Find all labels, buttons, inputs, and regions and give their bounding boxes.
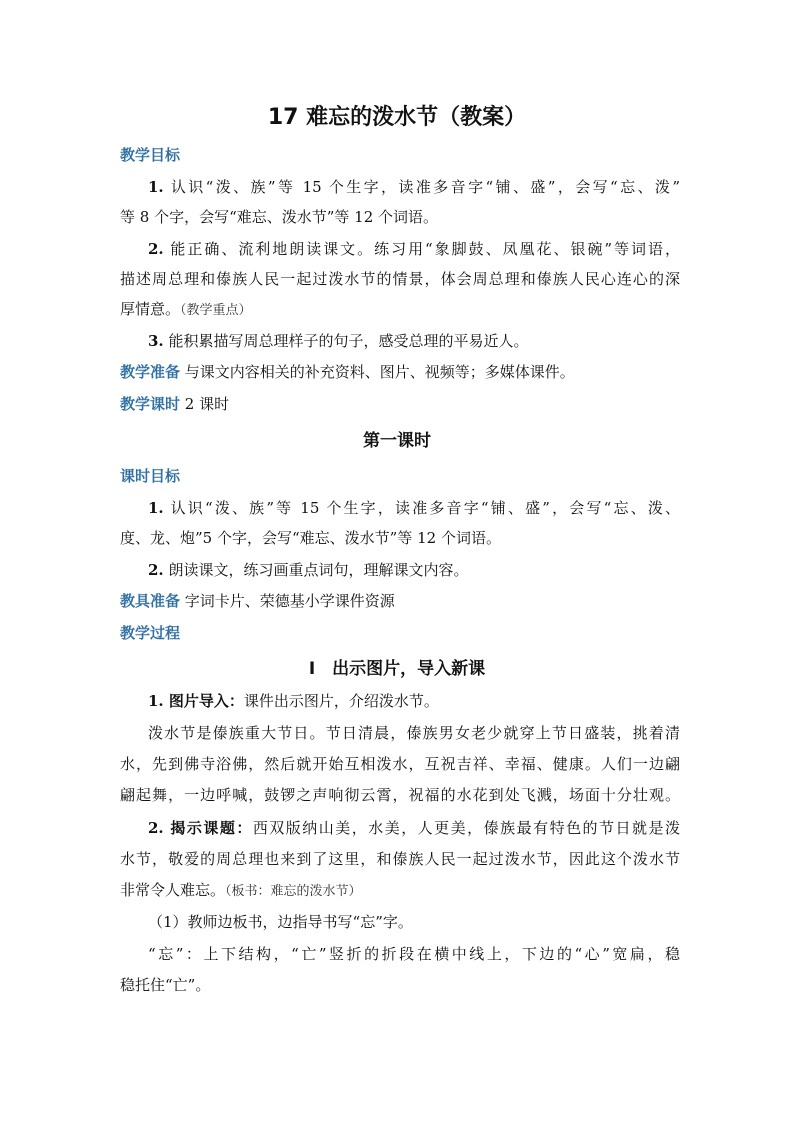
- objective-1-number: 1.: [148, 178, 164, 196]
- tools-text: 字词卡片、荣德基小学课件资源: [184, 592, 395, 610]
- preparation-text: 与课文内容相关的补充资料、图片、视频等；多媒体课件。: [184, 363, 575, 381]
- part-1-title: Ⅰ 出示图片，导入新课: [308, 659, 486, 679]
- step-2-note: （板书：难忘的泼水节）: [225, 884, 362, 899]
- lesson-objective-2-number: 2.: [148, 561, 164, 579]
- objective-2-number: 2.: [148, 240, 164, 258]
- character-note-line-2: 稳托住“亡”。: [120, 976, 211, 994]
- paragraph-1-line-2: 水，先到佛寺浴佛，然后就开始互相泼水，互祝吉祥、幸福、健康。人们一边翩: [120, 755, 680, 773]
- lesson-objective-1-line-1: [148, 497, 680, 519]
- periods-text: 2 课时: [184, 395, 230, 413]
- objective-3-text: 能积累描写周总理样子的句子，感受总理的平易近人。: [168, 332, 529, 350]
- preparation-heading: 教学准备: [120, 363, 181, 381]
- objective-2-line-3: [120, 298, 680, 322]
- paragraph-1-line-3: 翩起舞，一边呼喊，鼓锣之声响彻云霄，祝福的水花到处飞溅，场面十分壮观。: [120, 786, 680, 804]
- objectives-heading: 教学目标: [120, 146, 181, 164]
- objective-2-line-1: [148, 238, 680, 260]
- objective-2-note: （教学重点）: [180, 303, 252, 318]
- objective-3-number: 3.: [148, 332, 164, 350]
- lesson-objective-2-line-1: [148, 559, 680, 581]
- step-2-label: 2. 揭示课题：: [148, 819, 253, 837]
- objective-1-line-2: 等 8 个字，会写“难忘、泼水节”等 12 个词语。: [120, 208, 439, 226]
- process-heading: 教学过程: [120, 624, 181, 642]
- step-2-text: 西双版纳山美，水美，人更美，傣族最有特色的节日就是泼: [252, 819, 680, 837]
- lesson-objective-1-number: 1.: [148, 499, 164, 517]
- document-title: 17 难忘的泼水节（教案）: [267, 105, 527, 130]
- objective-3-line-1: [148, 330, 680, 352]
- paragraph-1-line-1: 泼水节是傣族重大节日。节日清晨，傣族男女老少就穿上节日盛装，挑着清: [148, 724, 680, 742]
- periods-heading: 教学课时: [120, 395, 181, 413]
- lesson-objective-1-line-2: 度、龙、炮”5 个字，会写“难忘、泼水节”等 12 个词语。: [120, 529, 501, 547]
- objective-1-line-1: [148, 176, 680, 198]
- tools-line: [120, 590, 680, 612]
- step-1-text: 课件出示图片，介绍泼水节。: [243, 692, 439, 710]
- objective-2-text-end: 厚情意。: [120, 300, 181, 318]
- step-2-line-3: [120, 879, 680, 903]
- step-1-line: [148, 690, 680, 712]
- sub-step-1: （1）教师边板书，边指导书写“忘”字。: [148, 913, 413, 931]
- lesson-objective-2-text: 朗读课文，练习画重点词句，理解课文内容。: [168, 561, 469, 579]
- character-note-line-1: “忘”：上下结构，“亡”竖折的折段在横中线上，下边的“心”宽扁，稳: [148, 945, 680, 963]
- tools-heading: 教具准备: [120, 592, 181, 610]
- lesson-1-title: 第一课时: [363, 431, 431, 451]
- preparation-line: [120, 361, 680, 383]
- step-2-line-2: 水节，敬爱的周总理也来到了这里，和傣族人民一起过泼水节，因此这个泼水节: [120, 850, 680, 868]
- step-1-label: 1. 图片导入：: [148, 692, 244, 710]
- lesson-objectives-heading: 课时目标: [120, 467, 181, 485]
- step-2-line-1: [148, 817, 680, 839]
- objective-1-text: 认识“泼、族”等 15 个生字，读准多音字“铺、盛”，会写“忘、泼”: [170, 178, 680, 196]
- lesson-objective-1-text: 认识“泼、族”等 15 个生字，读准多音字“铺、盛”，会写“忘、泼、: [170, 499, 680, 517]
- step-2-text-end: 非常令人难忘。: [120, 881, 226, 899]
- periods-line: [120, 393, 680, 415]
- objective-2-line-2: 描述周总理和傣族人民一起过泼水节的情景，体会周总理和傣族人民心连心的深: [120, 270, 680, 288]
- objective-2-text: 能正确、流利地朗读课文。练习用“象脚鼓、凤凰花、银碗”等词语，: [170, 240, 680, 258]
